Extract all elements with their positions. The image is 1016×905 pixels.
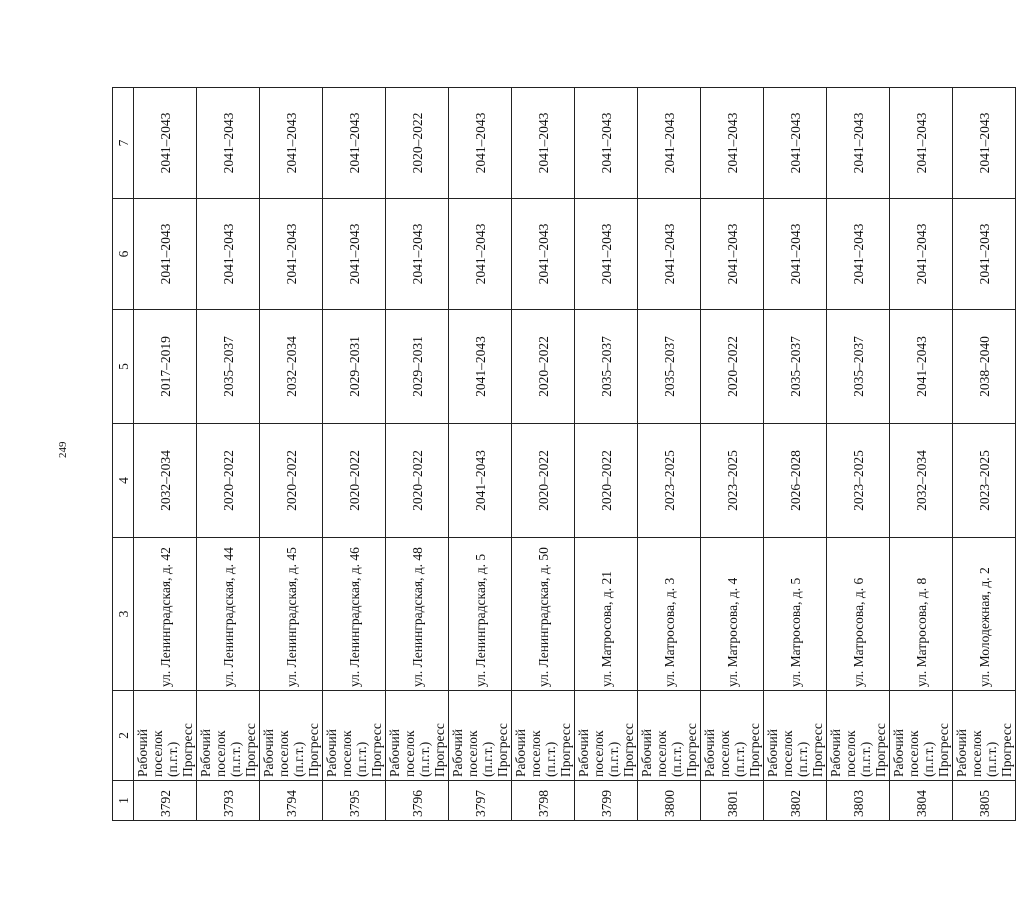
settlement-cell: Рабочий поселок (п.г.т.) Прогресс: [827, 691, 890, 781]
period-cell: 2035–2037: [827, 310, 890, 424]
period-cell: 2041–2043: [890, 88, 953, 199]
row-number-cell: 3794: [260, 781, 323, 821]
period-cell: 2023–2025: [638, 424, 701, 538]
period-cell: 2035–2037: [764, 310, 827, 424]
header-cell: 6: [113, 199, 134, 310]
period-cell: 2020–2022: [701, 310, 764, 424]
row-number-cell: 3798: [512, 781, 575, 821]
period-cell: 2020–2022: [575, 424, 638, 538]
period-cell: 2020–2022: [512, 310, 575, 424]
header-row: [113, 88, 134, 821]
period-cell: 2041–2043: [953, 88, 1016, 199]
period-cell: 2032–2034: [890, 424, 953, 538]
period-cell: 2041–2043: [323, 199, 386, 310]
settlement-cell: Рабочий поселок (п.г.т.) Прогресс: [260, 691, 323, 781]
row-number-cell: 3801: [701, 781, 764, 821]
table-wrapper: [112, 88, 1014, 821]
address-cell: ул. Молодежная, д. 2: [953, 538, 1016, 691]
header-cell: 3: [113, 538, 134, 691]
period-cell: 2041–2043: [764, 199, 827, 310]
row-number-cell: 3800: [638, 781, 701, 821]
table-row: [197, 88, 260, 821]
address-cell: ул. Ленинградская, д. 5: [449, 538, 512, 691]
table-row: [764, 88, 827, 821]
period-cell: 2020–2022: [386, 424, 449, 538]
address-cell: ул. Ленинградская, д. 46: [323, 538, 386, 691]
period-cell: 2041–2043: [827, 199, 890, 310]
row-number-cell: 3799: [575, 781, 638, 821]
settlement-cell: Рабочий поселок (п.г.т.) Прогресс: [449, 691, 512, 781]
period-cell: 2041–2043: [449, 88, 512, 199]
address-cell: ул. Ленинградская, д. 44: [197, 538, 260, 691]
period-cell: 2020–2022: [260, 424, 323, 538]
period-cell: 2023–2025: [701, 424, 764, 538]
settlement-cell: Рабочий поселок (п.г.т.) Прогресс: [134, 691, 197, 781]
address-cell: ул. Ленинградская, д. 48: [386, 538, 449, 691]
settlement-cell: Рабочий поселок (п.г.т.) Прогресс: [197, 691, 260, 781]
period-cell: 2041–2043: [260, 88, 323, 199]
settlement-cell: Рабочий поселок (п.г.т.) Прогресс: [575, 691, 638, 781]
row-number-cell: 3803: [827, 781, 890, 821]
period-cell: 2032–2034: [134, 424, 197, 538]
settlement-cell: Рабочий поселок (п.г.т.) Прогресс: [764, 691, 827, 781]
header-cell: 5: [113, 310, 134, 424]
period-cell: 2029–2031: [323, 310, 386, 424]
period-cell: 2035–2037: [575, 310, 638, 424]
period-cell: 2041–2043: [512, 88, 575, 199]
period-cell: 2041–2043: [764, 88, 827, 199]
settlement-cell: Рабочий поселок (п.г.т.) Прогресс: [323, 691, 386, 781]
header-cell: 1: [113, 781, 134, 821]
table-row: [512, 88, 575, 821]
period-cell: 2020–2022: [197, 424, 260, 538]
period-cell: 2038–2040: [953, 310, 1016, 424]
settlement-cell: Рабочий поселок (п.г.т.) Прогресс: [638, 691, 701, 781]
table-row: [890, 88, 953, 821]
page-number-text: 249: [57, 441, 69, 458]
period-cell: 2041–2043: [701, 88, 764, 199]
address-cell: ул. Матросова, д. 4: [701, 538, 764, 691]
period-cell: 2041–2043: [890, 310, 953, 424]
period-cell: 2029–2031: [386, 310, 449, 424]
settlement-cell: Рабочий поселок (п.г.т.) Прогресс: [890, 691, 953, 781]
table-row: [953, 88, 1016, 821]
period-cell: 2032–2034: [260, 310, 323, 424]
row-number-cell: 3796: [386, 781, 449, 821]
period-cell: 2035–2037: [638, 310, 701, 424]
period-cell: 2020–2022: [386, 88, 449, 199]
period-cell: 2041–2043: [701, 199, 764, 310]
housing-schedule-table: [112, 87, 1016, 821]
period-cell: 2041–2043: [890, 199, 953, 310]
table-row: [827, 88, 890, 821]
row-number-cell: 3802: [764, 781, 827, 821]
address-cell: ул. Матросова, д. 3: [638, 538, 701, 691]
period-cell: 2041–2043: [638, 88, 701, 199]
address-cell: ул. Ленинградская, д. 45: [260, 538, 323, 691]
row-number-cell: 3805: [953, 781, 1016, 821]
period-cell: 2026–2028: [764, 424, 827, 538]
row-number-cell: 3795: [323, 781, 386, 821]
settlement-cell: Рабочий поселок (п.г.т.) Прогресс: [953, 691, 1016, 781]
period-cell: 2041–2043: [449, 424, 512, 538]
row-number-cell: 3793: [197, 781, 260, 821]
row-number-cell: 3804: [890, 781, 953, 821]
row-number-cell: 3792: [134, 781, 197, 821]
table-row: [323, 88, 386, 821]
rotated-table-container: [112, 88, 1014, 821]
period-cell: 2041–2043: [260, 199, 323, 310]
page-number: [56, 441, 70, 462]
address-cell: ул. Матросова, д. 8: [890, 538, 953, 691]
period-cell: 2041–2043: [638, 199, 701, 310]
table-row: [449, 88, 512, 821]
table-row: [701, 88, 764, 821]
row-number-cell: 3797: [449, 781, 512, 821]
period-cell: 2041–2043: [512, 199, 575, 310]
header-cell: 4: [113, 424, 134, 538]
period-cell: 2041–2043: [575, 199, 638, 310]
address-cell: ул. Матросова, д. 5: [764, 538, 827, 691]
address-cell: ул. Ленинградская, д. 50: [512, 538, 575, 691]
period-cell: 2020–2022: [323, 424, 386, 538]
period-cell: 2041–2043: [827, 88, 890, 199]
period-cell: 2023–2025: [827, 424, 890, 538]
table-row: [260, 88, 323, 821]
table-row: [575, 88, 638, 821]
period-cell: 2041–2043: [386, 199, 449, 310]
settlement-cell: Рабочий поселок (п.г.т.) Прогресс: [701, 691, 764, 781]
period-cell: 2041–2043: [953, 199, 1016, 310]
settlement-cell: Рабочий поселок (п.г.т.) Прогресс: [386, 691, 449, 781]
address-cell: ул. Ленинградская, д. 42: [134, 538, 197, 691]
period-cell: 2020–2022: [512, 424, 575, 538]
period-cell: 2041–2043: [197, 88, 260, 199]
header-cell: 7: [113, 88, 134, 199]
period-cell: 2023–2025: [953, 424, 1016, 538]
period-cell: 2041–2043: [197, 199, 260, 310]
period-cell: 2041–2043: [323, 88, 386, 199]
period-cell: 2041–2043: [449, 310, 512, 424]
address-cell: ул. Матросова, д. 6: [827, 538, 890, 691]
period-cell: 2041–2043: [134, 88, 197, 199]
table-row: [386, 88, 449, 821]
period-cell: 2035–2037: [197, 310, 260, 424]
table-row: [638, 88, 701, 821]
period-cell: 2041–2043: [449, 199, 512, 310]
period-cell: 2041–2043: [134, 199, 197, 310]
header-cell: 2: [113, 691, 134, 781]
period-cell: 2017–2019: [134, 310, 197, 424]
settlement-cell: Рабочий поселок (п.г.т.) Прогресс: [512, 691, 575, 781]
address-cell: ул. Матросова, д. 21: [575, 538, 638, 691]
period-cell: 2041–2043: [575, 88, 638, 199]
table-row: [134, 88, 197, 821]
